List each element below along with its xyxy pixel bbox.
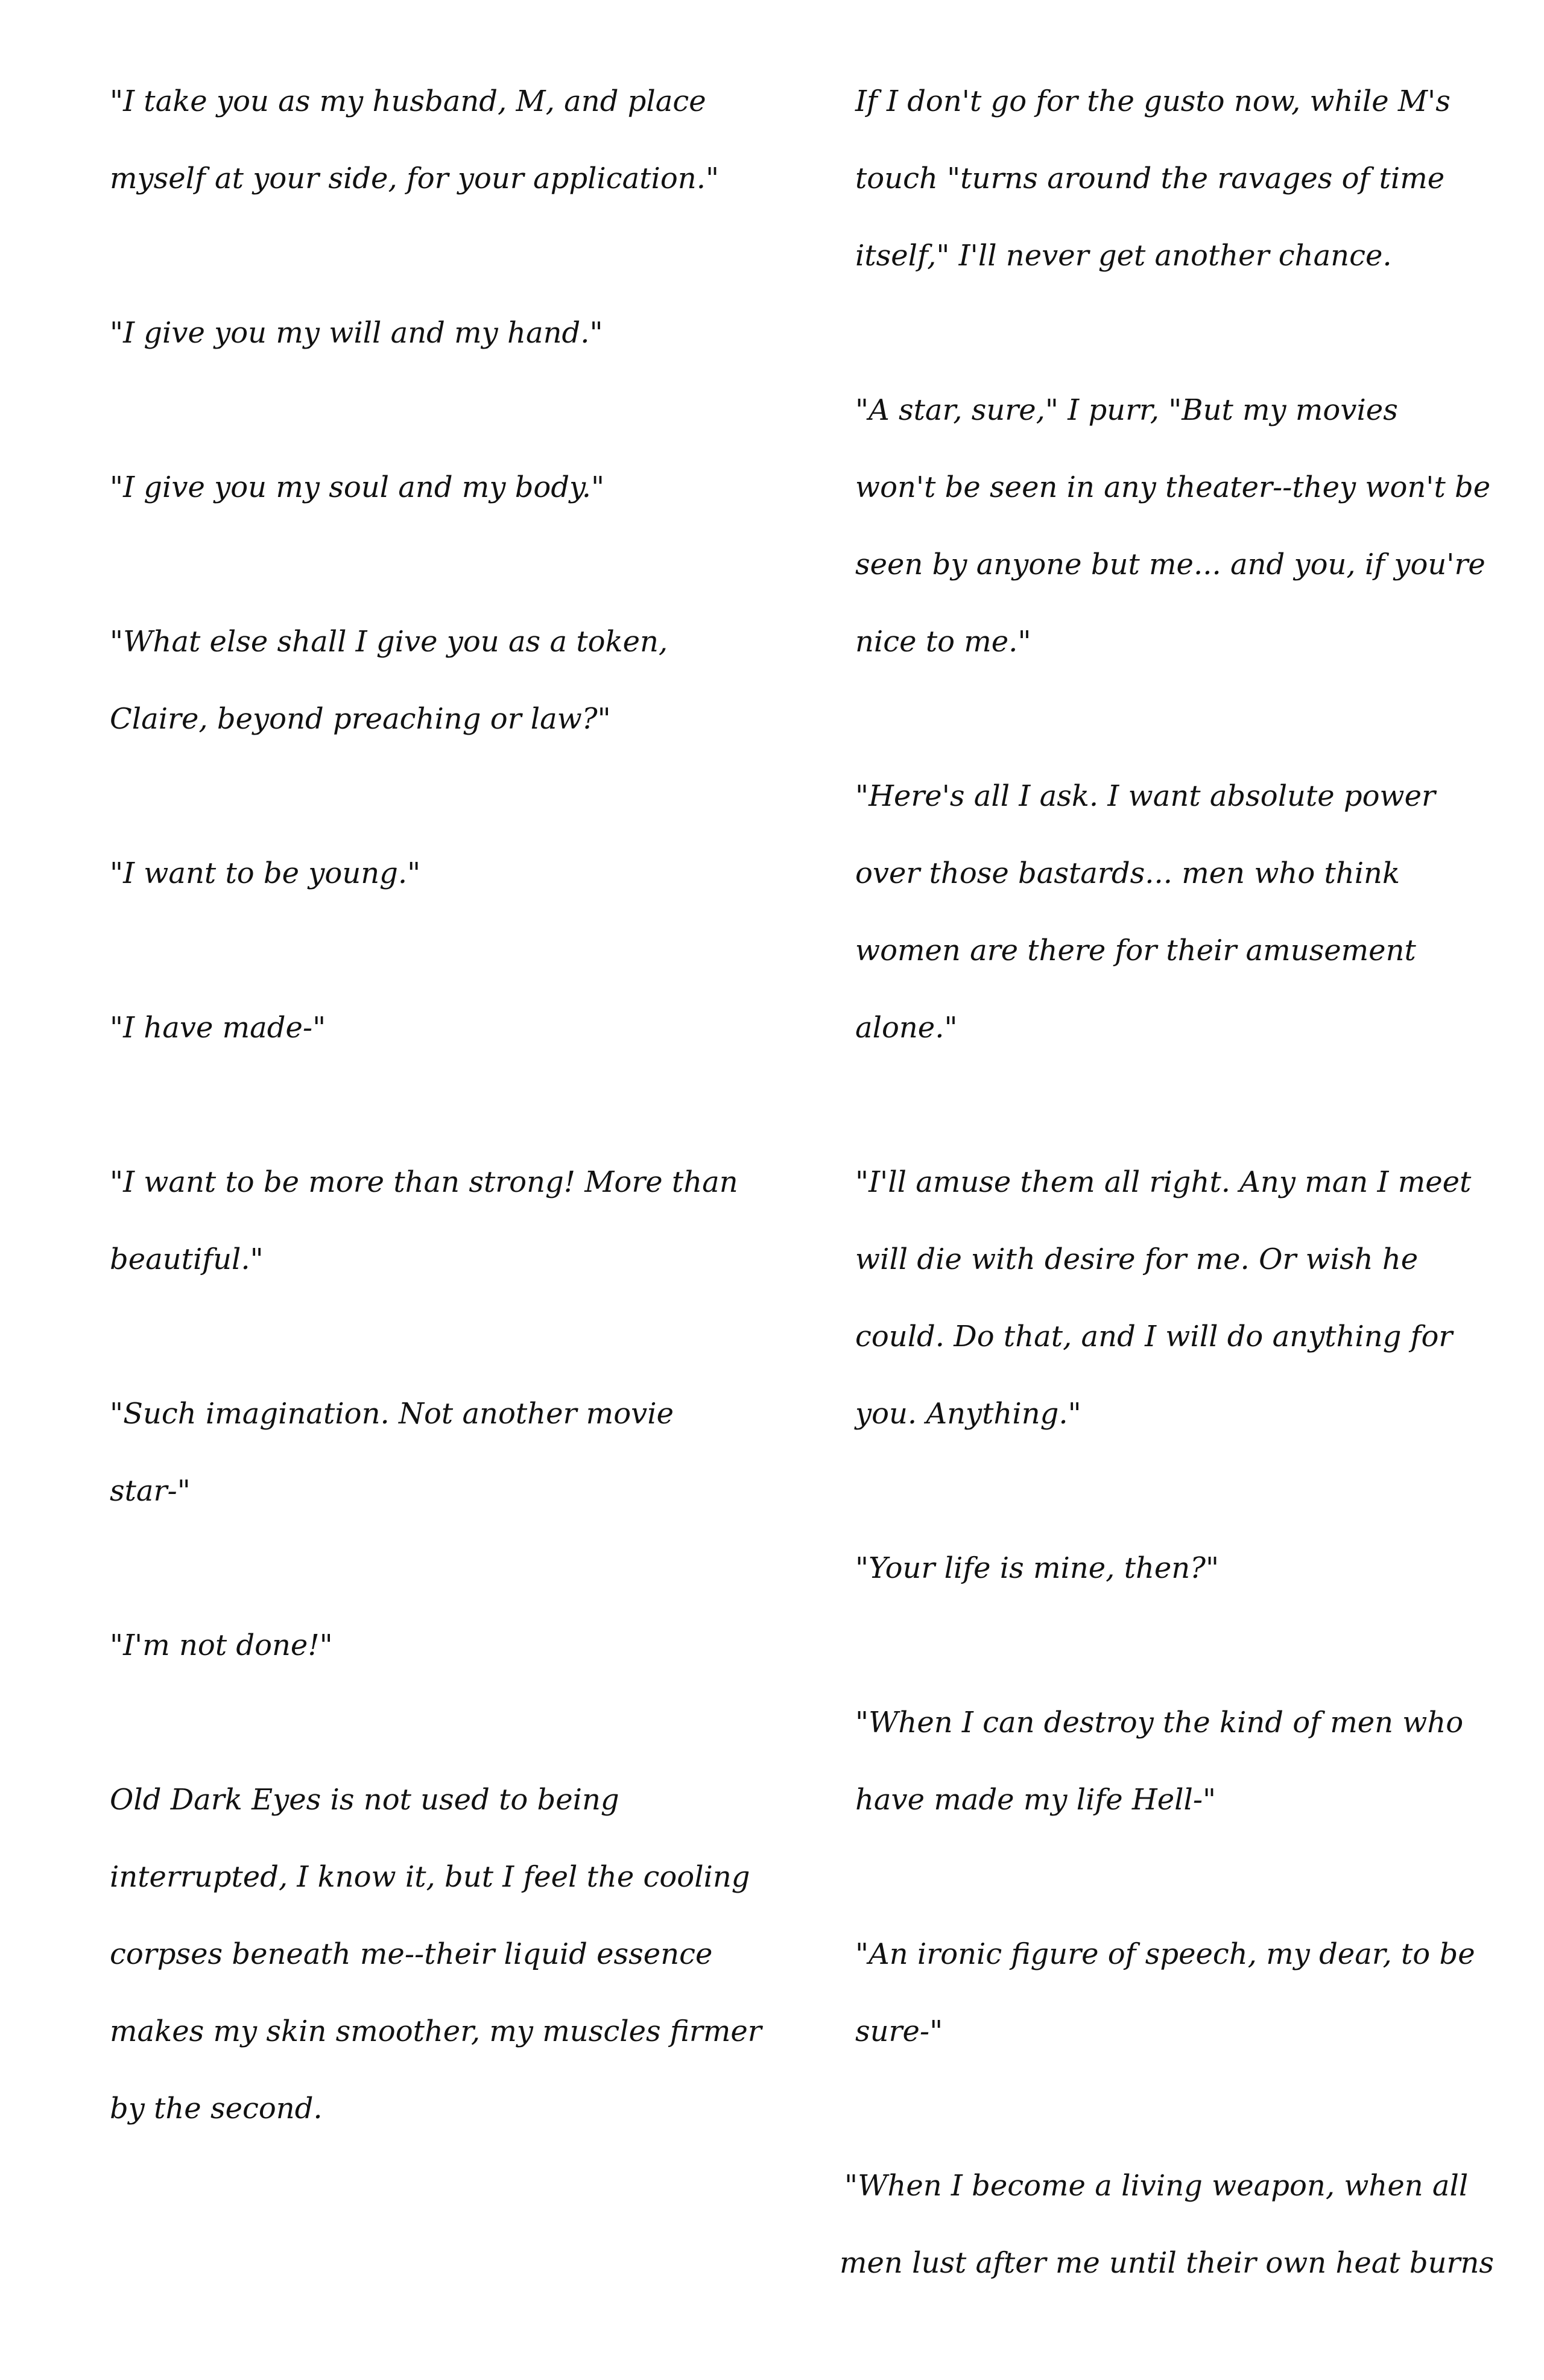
text-line: "I want to be young." — [110, 856, 421, 890]
text-line: "I give you my will and my hand." — [110, 316, 603, 350]
text-line: beautiful." — [110, 1242, 264, 1276]
text-line: interrupted, I know it, but I feel the cooling — [110, 1860, 750, 1894]
text-line: you. Anything." — [855, 1397, 1081, 1431]
text-line: "An ironic figure of speech, my dear, to be — [855, 1937, 1475, 1971]
text-line: corpses beneath me--their liquid essence — [110, 1937, 713, 1971]
text-line: women are there for their amusement — [855, 934, 1416, 967]
text-line: "What else shall I give you as a token, — [110, 625, 668, 659]
text-line: Claire, beyond preaching or law?" — [110, 702, 611, 736]
text-line: will die with desire for me. Or wish he — [855, 1242, 1419, 1276]
text-line: "When I become a living weapon, when all — [844, 2169, 1469, 2203]
text-line: sure-" — [855, 2014, 943, 2048]
text-line: "I take you as my husband, M, and place — [110, 84, 706, 118]
text-line: by the second. — [110, 2092, 323, 2125]
text-line: myself at your side, for your application." — [110, 162, 720, 195]
text-line: "Your life is mine, then?" — [855, 1551, 1220, 1585]
text-line: "Such imagination. Not another movie — [110, 1397, 674, 1431]
text-line: "I have made-" — [110, 1011, 326, 1045]
text-line: "I give you my soul and my body." — [110, 470, 605, 504]
text-line: makes my skin smoother, my muscles firmer — [110, 2014, 762, 2048]
text-line: seen by anyone but me... and you, if you're — [855, 548, 1485, 581]
text-line: "Here's all I ask. I want absolute power — [855, 779, 1435, 813]
text-line: itself," I'll never get another chance. — [855, 239, 1392, 273]
text-line: "I'm not done!" — [110, 1628, 333, 1662]
text-line: "A star, sure," I purr, "But my movies — [855, 393, 1398, 427]
text-line: alone." — [855, 1011, 958, 1045]
text-line: If I don't go for the gusto now, while M's — [855, 84, 1451, 118]
text-line: have made my life Hell-" — [855, 1783, 1217, 1817]
text-line: "I'll amuse them all right. Any man I meet — [855, 1165, 1472, 1199]
text-line: could. Do that, and I will do anything for — [855, 1320, 1453, 1353]
text-line: men lust after me until their own heat burns — [840, 2246, 1495, 2280]
text-line: star-" — [110, 1474, 191, 1508]
text-line: "When I can destroy the kind of men who — [855, 1706, 1464, 1739]
text-line: over those bastards... men who think — [855, 856, 1400, 890]
text-line: won't be seen in any theater--they won't be — [855, 470, 1491, 504]
text-line: "I want to be more than strong! More than — [110, 1165, 738, 1199]
text-line: Old Dark Eyes is not used to being — [110, 1783, 619, 1817]
text-line: touch "turns around the ravages of time — [855, 162, 1445, 195]
text-line: nice to me." — [855, 625, 1031, 659]
